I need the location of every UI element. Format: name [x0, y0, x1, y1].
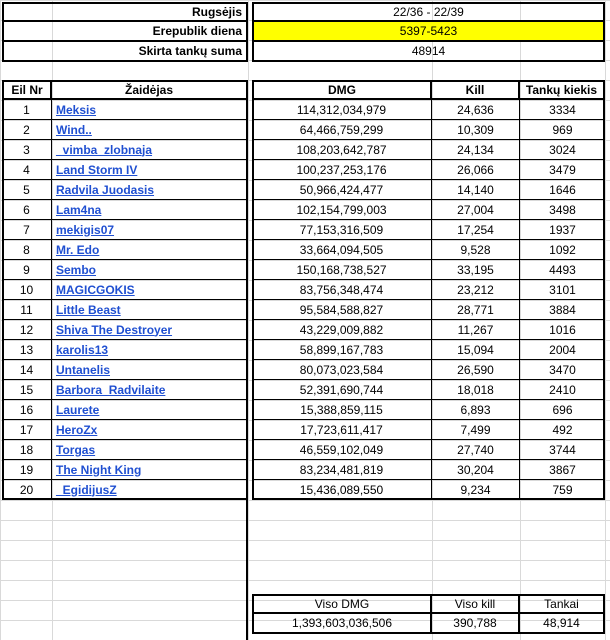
dmg-value-text: 83,234,481,819 — [299, 462, 384, 477]
tanks-value-text: 2410 — [549, 382, 576, 397]
header-label — [2, 2, 248, 22]
total-tanks-value-text: 48,914 — [543, 616, 580, 630]
player-link-text[interactable]: Sembo — [56, 262, 97, 277]
player-link-text[interactable]: Untanelis — [56, 362, 111, 377]
row-number-text: 19 — [19, 462, 34, 477]
dmg-value-text: 15,388,859,115 — [300, 402, 383, 417]
row-number — [2, 200, 52, 220]
player-link[interactable] — [52, 400, 248, 420]
kill-value — [432, 180, 520, 200]
player-link[interactable] — [52, 320, 248, 340]
row-number — [2, 320, 52, 340]
dmg-value — [252, 340, 432, 360]
kill-value-text: 23,212 — [457, 282, 494, 297]
dmg-value — [252, 120, 432, 140]
total-kill-label — [432, 594, 520, 614]
header-value-text: 48914 — [411, 44, 446, 58]
col-header-tanks — [520, 80, 605, 100]
dmg-value-text: 95,584,588,827 — [299, 302, 384, 317]
header-value-text: 22/36 - 22/39 — [393, 5, 464, 19]
player-link[interactable] — [52, 300, 248, 320]
tanks-value — [520, 240, 605, 260]
row-number — [2, 260, 52, 280]
header-value — [252, 22, 605, 42]
kill-value-text: 27,740 — [457, 442, 494, 457]
dmg-value-text: 46,559,102,049 — [299, 442, 384, 457]
tanks-value — [520, 400, 605, 420]
tanks-value — [520, 320, 605, 340]
row-number — [2, 160, 52, 180]
kill-value-text: 14,140 — [457, 182, 494, 197]
player-link-text[interactable]: Barbora_Radvilaite — [56, 382, 166, 397]
dmg-value — [252, 200, 432, 220]
tanks-value — [520, 480, 605, 500]
kill-value — [432, 220, 520, 240]
kill-value — [432, 260, 520, 280]
col-header-dmg-text: DMG — [328, 83, 356, 97]
tanks-value-text: 1092 — [549, 242, 576, 257]
player-link-text[interactable]: _EgidijusZ — [56, 482, 117, 497]
kill-value-text: 7,499 — [460, 422, 491, 437]
row-number-text: 3 — [23, 142, 30, 157]
total-dmg-value — [252, 614, 432, 634]
row-number-text: 12 — [19, 322, 34, 337]
kill-value-text: 27,004 — [457, 202, 494, 217]
kill-value-text: 9,528 — [460, 242, 491, 257]
kill-value-text: 26,590 — [457, 362, 494, 377]
dmg-value-text: 15,436,089,550 — [299, 482, 384, 497]
row-number-text: 14 — [19, 362, 34, 377]
row-number — [2, 300, 52, 320]
player-link-text[interactable]: karolis13 — [56, 342, 109, 357]
dmg-value-text: 52,391,690,744 — [299, 382, 384, 397]
total-kill-value-text: 390,788 — [453, 616, 497, 630]
tanks-value — [520, 220, 605, 240]
total-dmg-label — [252, 594, 432, 614]
tanks-value-text: 3498 — [549, 202, 576, 217]
row-number-text: 17 — [19, 422, 34, 437]
row-number-text: 15 — [19, 382, 34, 397]
tanks-value-text: 3334 — [549, 102, 576, 117]
kill-value — [432, 400, 520, 420]
player-link-text[interactable]: MAGICGOKIS — [56, 282, 135, 297]
player-link-text[interactable]: mekigis07 — [56, 222, 115, 237]
tanks-value-text: 3479 — [549, 162, 576, 177]
kill-value-text: 26,066 — [457, 162, 494, 177]
dmg-value — [252, 160, 432, 180]
tanks-value-text: 3867 — [549, 462, 576, 477]
player-link-text[interactable]: Radvila Juodasis — [56, 182, 155, 197]
player-link[interactable] — [52, 100, 248, 120]
player-link-text[interactable]: Laurete — [56, 402, 100, 417]
tanks-value — [520, 340, 605, 360]
dmg-value — [252, 360, 432, 380]
row-number-text: 7 — [23, 222, 30, 237]
player-link-text[interactable]: Land Storm IV — [56, 162, 138, 177]
row-number-text: 5 — [23, 182, 30, 197]
row-number — [2, 380, 52, 400]
dmg-value-text: 114,312,034,979 — [296, 102, 387, 117]
dmg-value — [252, 320, 432, 340]
tanks-value-text: 1016 — [549, 322, 576, 337]
dmg-value-text: 77,153,316,509 — [299, 222, 384, 237]
player-link-text[interactable]: _vimba_zlobnaja — [56, 142, 153, 157]
row-number-text: 1 — [23, 102, 30, 117]
total-kill-value — [432, 614, 520, 634]
player-link[interactable] — [52, 180, 248, 200]
player-link-text[interactable]: The Night King — [56, 462, 142, 477]
kill-value-text: 30,204 — [457, 462, 494, 477]
player-link[interactable] — [52, 380, 248, 400]
row-number — [2, 340, 52, 360]
tanks-value — [520, 180, 605, 200]
dmg-value — [252, 140, 432, 160]
row-number-text: 2 — [23, 122, 30, 137]
header-value — [252, 2, 605, 22]
row-number-text: 9 — [23, 262, 30, 277]
dmg-value-text: 17,723,611,417 — [300, 422, 383, 437]
kill-value-text: 10,309 — [457, 122, 494, 137]
kill-value — [432, 440, 520, 460]
row-number — [2, 440, 52, 460]
total-kill-label-text: Viso kill — [454, 597, 496, 611]
dmg-value — [252, 220, 432, 240]
row-number — [2, 140, 52, 160]
player-link[interactable] — [52, 260, 248, 280]
dmg-value-text: 80,073,023,584 — [299, 362, 384, 377]
row-number-text: 18 — [19, 442, 34, 457]
col-header-kill — [432, 80, 520, 100]
total-tanks-value — [520, 614, 605, 634]
tanks-value-text: 2004 — [549, 342, 576, 357]
player-link[interactable] — [52, 280, 248, 300]
row-number — [2, 480, 52, 500]
dmg-value — [252, 380, 432, 400]
kill-value — [432, 240, 520, 260]
dmg-value-text: 150,168,738,527 — [296, 262, 387, 277]
player-link[interactable] — [52, 360, 248, 380]
header-label — [2, 42, 248, 62]
col-header-tanks-text: Tankų kiekis — [525, 83, 598, 97]
row-number — [2, 180, 52, 200]
row-number — [2, 360, 52, 380]
row-number — [2, 220, 52, 240]
dmg-value — [252, 280, 432, 300]
row-number — [2, 280, 52, 300]
kill-value — [432, 140, 520, 160]
player-link[interactable] — [52, 460, 248, 480]
row-number-text: 8 — [23, 242, 30, 257]
tanks-value — [520, 300, 605, 320]
header-label-text: Erepublik diena — [152, 24, 242, 38]
tanks-value-text: 4493 — [549, 262, 576, 277]
kill-value-text: 28,771 — [457, 302, 494, 317]
tanks-value — [520, 140, 605, 160]
kill-value-text: 9,234 — [460, 482, 491, 497]
tanks-value — [520, 440, 605, 460]
kill-value — [432, 200, 520, 220]
row-number-text: 13 — [19, 342, 34, 357]
dmg-value — [252, 180, 432, 200]
tanks-value — [520, 460, 605, 480]
dmg-value-text: 83,756,348,474 — [299, 282, 384, 297]
kill-value — [432, 120, 520, 140]
col-header-player — [52, 80, 248, 100]
kill-value-text: 11,267 — [457, 322, 494, 337]
player-link-text[interactable]: Wind.. — [56, 122, 92, 137]
dmg-value-text: 50,966,424,477 — [299, 182, 384, 197]
kill-value — [432, 360, 520, 380]
dmg-value-text: 108,203,642,787 — [296, 142, 387, 157]
total-tanks-label-text: Tankai — [544, 597, 579, 611]
dmg-value-text: 43,229,009,882 — [299, 322, 384, 337]
row-number-text: 16 — [19, 402, 34, 417]
player-link-text[interactable]: Shiva The Destroyer — [56, 322, 173, 337]
player-link[interactable] — [52, 120, 248, 140]
total-dmg-label-text: Viso DMG — [314, 597, 370, 611]
dmg-value — [252, 400, 432, 420]
tanks-value-text: 3101 — [549, 282, 576, 297]
kill-value-text: 24,134 — [457, 142, 494, 157]
player-link[interactable] — [52, 340, 248, 360]
dmg-value-text: 64,466,759,299 — [299, 122, 384, 137]
col-header-player-text: Žaidėjas — [124, 83, 174, 97]
tanks-value-text: 969 — [552, 122, 573, 137]
dmg-value — [252, 240, 432, 260]
col-header-dmg — [252, 80, 432, 100]
dmg-value-text: 100,237,253,176 — [296, 162, 387, 177]
header-label-text: Skirta tankų suma — [138, 44, 242, 58]
dmg-value — [252, 300, 432, 320]
kill-value — [432, 380, 520, 400]
header-value — [252, 42, 605, 62]
kill-value-text: 33,195 — [457, 262, 494, 277]
kill-value-text: 6,893 — [460, 402, 491, 417]
total-tanks-label — [520, 594, 605, 614]
row-number — [2, 120, 52, 140]
dmg-value — [252, 480, 432, 500]
player-link-text[interactable]: Little Beast — [56, 302, 121, 317]
kill-value — [432, 480, 520, 500]
kill-value-text: 24,636 — [457, 102, 494, 117]
row-number — [2, 240, 52, 260]
player-link[interactable] — [52, 240, 248, 260]
row-number-text: 6 — [23, 202, 30, 217]
row-number — [2, 100, 52, 120]
tanks-value-text: 3884 — [549, 302, 576, 317]
dmg-value — [252, 460, 432, 480]
col-header-kill-text: Kill — [465, 83, 485, 97]
kill-value-text: 18,018 — [457, 382, 494, 397]
tanks-value-text: 3470 — [549, 362, 576, 377]
player-link[interactable] — [52, 160, 248, 180]
column-divider — [246, 500, 248, 640]
kill-value — [432, 300, 520, 320]
tanks-value-text: 759 — [552, 482, 573, 497]
tanks-value — [520, 360, 605, 380]
tanks-value — [520, 420, 605, 440]
kill-value — [432, 320, 520, 340]
kill-value — [432, 160, 520, 180]
tanks-value — [520, 380, 605, 400]
kill-value-text: 15,094 — [457, 342, 494, 357]
kill-value — [432, 280, 520, 300]
kill-value — [432, 340, 520, 360]
dmg-value-text: 102,154,799,003 — [296, 202, 387, 217]
kill-value-text: 17,254 — [457, 222, 494, 237]
row-number — [2, 420, 52, 440]
row-number — [2, 460, 52, 480]
kill-value — [432, 460, 520, 480]
player-link-text[interactable]: Meksis — [56, 102, 97, 117]
player-link[interactable] — [52, 480, 248, 500]
tanks-value-text: 1937 — [549, 222, 576, 237]
tanks-value — [520, 200, 605, 220]
tanks-value-text: 3024 — [549, 142, 576, 157]
player-link[interactable] — [52, 140, 248, 160]
header-label — [2, 22, 248, 42]
player-link[interactable] — [52, 200, 248, 220]
header-value-text: 5397-5423 — [399, 24, 458, 38]
player-link-text[interactable]: Torgas — [56, 442, 96, 457]
dmg-value — [252, 260, 432, 280]
tanks-value — [520, 260, 605, 280]
row-number-text: 20 — [19, 482, 34, 497]
kill-value — [432, 100, 520, 120]
tanks-value-text: 696 — [552, 402, 573, 417]
dmg-value-text: 33,664,094,505 — [299, 242, 384, 257]
player-link[interactable] — [52, 440, 248, 460]
tanks-value-text: 3744 — [549, 442, 576, 457]
player-link[interactable] — [52, 420, 248, 440]
tanks-value — [520, 280, 605, 300]
tanks-value — [520, 120, 605, 140]
player-link[interactable] — [52, 220, 248, 240]
kill-value — [432, 420, 520, 440]
row-number-text: 10 — [19, 282, 34, 297]
total-dmg-value-text: 1,393,603,036,506 — [291, 616, 393, 630]
dmg-value — [252, 420, 432, 440]
tanks-value-text: 492 — [552, 422, 573, 437]
tanks-value — [520, 160, 605, 180]
row-number-text: 4 — [23, 162, 30, 177]
dmg-value-text: 58,899,167,783 — [299, 342, 384, 357]
tanks-value — [520, 100, 605, 120]
player-link-text[interactable]: Lam4na — [56, 202, 102, 217]
row-number-text: 11 — [20, 302, 33, 317]
player-link-text[interactable]: HeroZx — [56, 422, 98, 437]
header-label-text: Rugsėjis — [191, 5, 242, 19]
dmg-value — [252, 100, 432, 120]
col-header-nr-text: Eil Nr — [11, 83, 43, 97]
col-header-nr — [2, 80, 52, 100]
player-link-text[interactable]: Mr. Edo — [56, 242, 100, 257]
dmg-value — [252, 440, 432, 460]
row-number — [2, 400, 52, 420]
tanks-value-text: 1646 — [549, 182, 576, 197]
